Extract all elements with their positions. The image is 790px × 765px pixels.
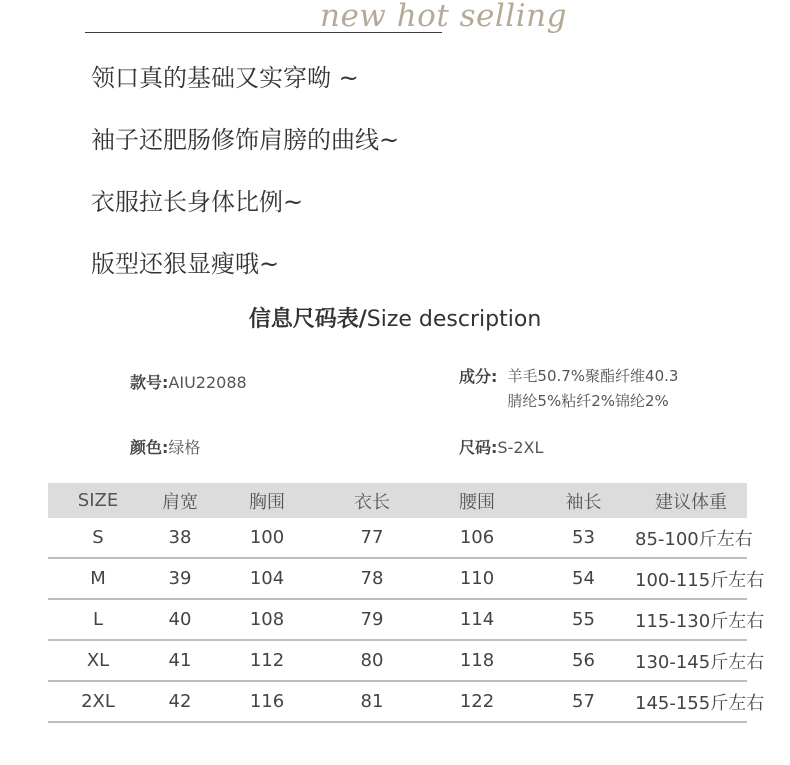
table-cell: L [48, 599, 148, 640]
composition-line-1: 羊毛50.7%聚酯纤维40.3 [507, 367, 679, 385]
feature-line: 版型还狠显瘦哦~ [91, 250, 280, 278]
style-value: AIU22088 [168, 373, 247, 392]
table-header: 建议体重 [635, 483, 747, 518]
table-cell: 78 [322, 558, 422, 599]
color-value: 绿格 [168, 438, 201, 457]
section-title [0, 302, 790, 333]
color-info [130, 435, 200, 458]
table-cell: 40 [148, 599, 212, 640]
table-cell: 77 [322, 518, 422, 558]
feature-list [91, 58, 399, 306]
color-label: 颜色: [130, 438, 169, 457]
table-cell: 116 [212, 681, 322, 722]
feature-line: 衣服拉长身体比例~ [91, 188, 304, 216]
section-title-en: Size description [366, 307, 542, 332]
feature-line: 袖子还肥肠修饰肩膀的曲线~ [91, 126, 400, 154]
table-cell: 2XL [48, 681, 148, 722]
table-cell: 38 [148, 518, 212, 558]
table-cell: 81 [322, 681, 422, 722]
table-header: 衣长 [322, 483, 422, 518]
size-range-value: S-2XL [497, 438, 544, 457]
table-cell: 104 [212, 558, 322, 599]
size-range-label: 尺码: [459, 438, 498, 457]
table-cell: 106 [422, 518, 532, 558]
table-cell: 56 [532, 640, 635, 681]
table-row [48, 558, 747, 599]
size-table [48, 483, 765, 723]
table-row [48, 640, 747, 681]
table-cell: M [48, 558, 148, 599]
composition-line-2: 腈纶5%粘纤2%锦纶2% [507, 392, 669, 410]
table-cell: 100 [212, 518, 322, 558]
table-cell: 145-155斤左右 [635, 681, 747, 722]
table-header: SIZE [48, 483, 148, 518]
table-row [48, 518, 747, 558]
composition-value [507, 364, 678, 414]
size-range-info [459, 435, 543, 458]
table-header: 袖长 [532, 483, 635, 518]
table-header: 腰围 [422, 483, 532, 518]
section-title-zh: 信息尺码表/ [248, 307, 367, 332]
table-cell: 53 [532, 518, 635, 558]
table-header-row [48, 483, 747, 518]
table-cell: 118 [422, 640, 532, 681]
table-cell: 114 [422, 599, 532, 640]
table-cell: XL [48, 640, 148, 681]
table-cell: 54 [532, 558, 635, 599]
composition [459, 364, 678, 414]
table-cell: 39 [148, 558, 212, 599]
table-cell: 85-100斤左右 [635, 518, 747, 558]
table-cell: 79 [322, 599, 422, 640]
style-label: 款号: [130, 373, 169, 392]
table-cell: 122 [422, 681, 532, 722]
table-cell: 57 [532, 681, 635, 722]
table-cell: S [48, 518, 148, 558]
table-row [48, 681, 747, 722]
table-cell: 100-115斤左右 [635, 558, 747, 599]
table-header: 肩宽 [148, 483, 212, 518]
table-cell: 42 [148, 681, 212, 722]
table-cell: 110 [422, 558, 532, 599]
composition-label: 成分: [459, 367, 498, 386]
table-cell: 115-130斤左右 [635, 599, 747, 640]
table-row [48, 599, 747, 640]
table-cell: 41 [148, 640, 212, 681]
banner-text: new hot selling [320, 0, 567, 34]
style-number [130, 370, 247, 393]
table-cell: 55 [532, 599, 635, 640]
feature-line: 领口真的基础又实穿呦 ~ [91, 64, 359, 92]
table-cell: 112 [212, 640, 322, 681]
table-cell: 80 [322, 640, 422, 681]
table-header: 胸围 [212, 483, 322, 518]
table-cell: 108 [212, 599, 322, 640]
table-cell: 130-145斤左右 [635, 640, 747, 681]
